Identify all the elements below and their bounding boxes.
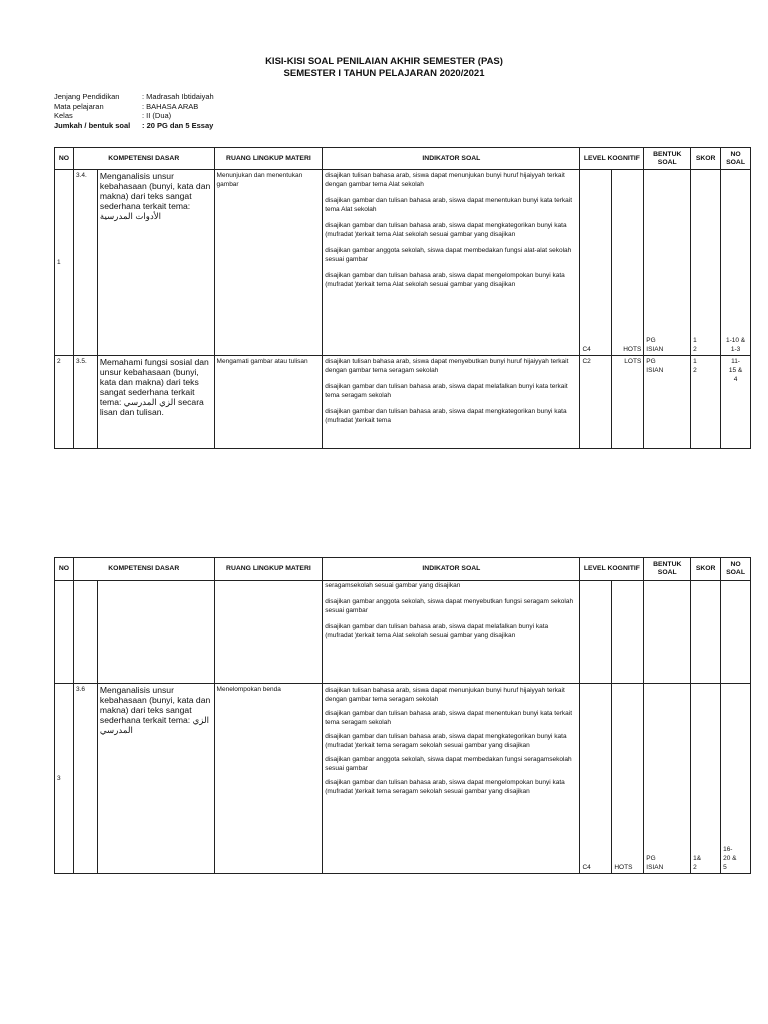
level-cell: LOTS [611,356,643,448]
bentuk-value: PG ISIAN [646,358,664,374]
table-row [55,580,750,683]
kd-arabic-term: الزي المدرسي [123,397,176,407]
meta-value: : 20 PG dan 5 Essay [142,120,214,130]
level-value: HOTS [614,864,633,871]
indikator-item: disajikan gambar dan tulisan bahasa arab, siswa dapat melafalkan bunyi kata terkait tema seragam sekolah [325,383,568,399]
ruang-lingkup-cell: Mengamati gambar atau tulisan [214,356,323,448]
header-no-soal: NO SOAL [720,148,750,169]
indikator-cell [322,356,579,448]
header-no: NO [58,565,70,572]
bentuk-cell [643,581,690,683]
table-row [55,355,750,448]
kd-arabic-term: الأدوات المدرسية [99,211,162,221]
header-skor: SKOR [690,148,720,169]
skor-value: 1& 2 [693,855,702,871]
kompetensi-dasar-cell [97,684,214,873]
table-row [55,169,750,355]
meta-label: Jenjang Pendidikan [54,92,120,101]
level-cell [611,684,643,873]
no-soal-value: 1-10 & 1-3 [725,337,746,353]
indikator-item: seragamsekolah sesuai gambar yang disajikan [325,582,461,589]
level-code-cell [579,684,611,873]
indikator-item: disajikan gambar anggota sekolah, siswa dapat membedakan fungsi alat-alat sekolah sesuai gambar [325,247,572,263]
no-soal-cell [720,684,750,873]
doc-subtitle: SEMESTER I TAHUN PELAJARAN 2020/2021 [283,68,485,79]
level-code-cell [579,170,611,355]
row-no: 3 [57,775,61,782]
indikator-item: disajikan tulisan bahasa arab, siswa dapat menunjukan bunyi huruf hijaiyyah terkait dengan gambar tema Alat sekolah [325,172,565,188]
indikator-item: disajikan gambar dan tulisan bahasa arab, siswa dapat mengelompokan bunyi kata (mufradat )terkait tema Alat sekolah sesuai gambar yang disajikan [325,272,565,288]
header-no-soal: NO SOAL [720,558,750,580]
row-no: 2 [57,358,61,365]
header-indikator: INDIKATOR SOAL [322,148,579,169]
bentuk-cell [643,170,690,355]
doc-meta [54,92,214,130]
header-ruang-lingkup: RUANG LINGKUP MATERI [214,558,323,580]
table-header-row [55,148,750,169]
level-code-cell [579,581,611,683]
kd-text: Menganalisis unsur kebahasaan (bunyi, kata dan makna) dari teks sangat sederhana terkait tema: [99,685,211,725]
kd-text-tail: secara lisan dan tulisan. [99,397,204,417]
grid-table-1 [54,147,751,449]
meta-label: Kelas [54,111,73,120]
no-soal-cell [720,170,750,355]
meta-value: : II (Dua) [142,111,172,120]
header-kompetensi-dasar: KOMPETENSI DASAR [73,558,214,580]
ruang-lingkup-cell [214,581,323,683]
no-soal-value: 16-20 & 5 [723,846,737,871]
indikator-item: disajikan tulisan bahasa arab, siswa dapat menunjukan bunyi huruf hijaiyyah terkait dengan gambar tema seragam sekolah [325,687,565,703]
table-header-row [55,558,750,580]
kompetensi-dasar-cell [97,356,214,448]
header-level-kognitif: LEVEL KOGNITIF [579,148,643,169]
level-value: HOTS [623,346,642,353]
indikator-item: disajikan gambar dan tulisan bahasa arab, siswa dapat menentukan bunyi kata terkait tema Alat sekolah [325,197,573,213]
indikator-cell [322,581,579,683]
indikator-item: disajikan gambar dan tulisan bahasa arab, siswa dapat mengkategorikan bunyi kata (mufradat )terkait tema Alat sekolah sesuai gambar yang disajikan [325,222,567,238]
header-ruang-lingkup: RUANG LINGKUP MATERI [214,148,323,169]
table-row [55,683,750,873]
indikator-item: disajikan tulisan bahasa arab, siswa dapat menyebutkan bunyi huruf hijaiyyah terkait dengan gambar tema seragam sekolah [325,358,569,374]
row-sub-no: 3.5. [73,356,97,448]
meta-value: : BAHASA ARAB [142,101,199,111]
bentuk-cell [643,684,690,873]
indikator-item: disajikan gambar anggota sekolah, siswa dapat menyebutkan fungsi seragam sekolah sesuai gambar [325,598,574,614]
bentuk-value: PG ISIAN [646,337,664,353]
ruang-lingkup-cell: Menelompokan benda [214,684,323,873]
meta-value: : Madrasah Ibtidaiyah [142,92,214,101]
skor-value: 1 2 [693,358,697,374]
meta-label: Jumkah / bentuk soal [54,120,131,130]
header-bentuk-soal: BENTUK SOAL [643,558,690,580]
no-soal-cell [720,581,750,683]
level-cell [611,581,643,683]
level-cell [611,170,643,355]
header-level-kognitif: LEVEL KOGNITIF [579,558,643,580]
skor-value: 1 2 [693,337,697,353]
meta-label: Mata pelajaran [54,101,104,111]
row-no: 1 [57,259,61,266]
level-code: C4 [582,346,591,353]
kd-arabic-term: الزي المدرسي [99,715,210,735]
ruang-lingkup-cell: Menunjukan dan menentukan gambar [214,170,323,355]
indikator-item: disajikan gambar dan tulisan bahasa arab, siswa dapat mengkategorikan bunyi kata (mufradat )terkait tema seragam sekolah sesuai gambar yang disajikan [325,733,567,749]
indikator-item: disajikan gambar dan tulisan bahasa arab, siswa dapat melafalkan bunyi kata (mufradat )terkait tema Alat sekolah sesuai gambar yang disajikan [325,623,549,639]
indikator-item: disajikan gambar dan tulisan bahasa arab, siswa dapat mengkategorikan bunyi kata (mufradat )terkait tema [325,408,567,424]
row-no [55,581,73,683]
kompetensi-dasar-cell [97,581,214,683]
row-sub-no: 3.6 [73,684,97,873]
row-sub-no: 3.4. [73,170,97,355]
header-kompetensi-dasar: KOMPETENSI DASAR [73,148,214,169]
indikator-item: disajikan gambar dan tulisan bahasa arab, siswa dapat menentukan bunyi kata terkait tema seragam sekolah [325,710,573,726]
indikator-cell [322,684,579,873]
indikator-cell [322,170,579,355]
indikator-item: disajikan gambar anggota sekolah, siswa dapat membedakan fungsi seragamsekolah sesuai gambar [325,756,572,772]
level-code: C4 [582,864,591,871]
skor-cell [690,581,720,683]
header-skor: SKOR [690,558,720,580]
row-sub-no [73,581,97,683]
skor-cell [690,684,720,873]
kd-text: Menganalisis unsur kebahasaan (bunyi, kata dan makna) dari teks sangat sederhana terkait tema: [99,171,211,211]
kompetensi-dasar-cell [97,170,214,355]
header-no: NO [58,154,70,162]
indikator-item: disajikan gambar dan tulisan bahasa arab, siswa dapat mengelompokan bunyi kata (mufradat )terkait tema seragam sekolah sesuai gambar yang disajikan [325,779,565,795]
grid-table-2 [54,557,751,874]
header-bentuk-soal: BENTUK SOAL [643,148,690,169]
header-indikator: INDIKATOR SOAL [322,558,579,580]
no-soal-value: 11-15 & 4 [728,358,743,383]
no-soal-cell [720,356,750,448]
kd-text: Memahami fungsi sosial dan unsur kebahasaan (bunyi, kata dan makna) dari teks sangat sederhana terkait tema: [99,357,209,407]
bentuk-value: PG ISIAN [646,855,664,871]
bentuk-cell [643,356,690,448]
doc-title: KISI-KISI SOAL PENILAIAN AKHIR SEMESTER (PAS) [265,56,503,67]
skor-cell [690,356,720,448]
level-code-cell: C2 [579,356,611,448]
skor-cell [690,170,720,355]
